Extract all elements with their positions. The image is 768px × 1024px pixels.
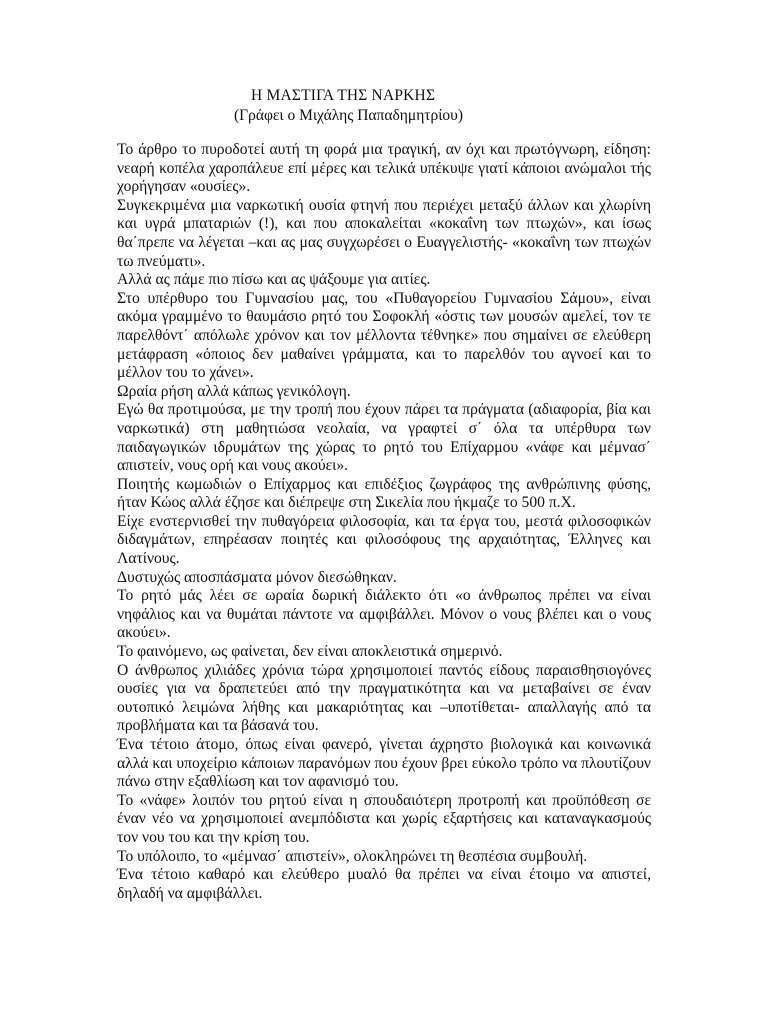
header (0, 87, 768, 125)
paragraph: Το «νάφε» λοιπόν του ρητού είναι η σπουδαιότερη προτροπή και προϋπόθεση σε έναν νέο να χρησιμοποιεί ανεμπόδιστα και χωρίς εξαρτήσεις και καταναγκασμούς τον νου του και την κρίση του. (117, 791, 651, 846)
paragraph: Αλλά ας πάμε πιο πίσω και ας ψάξουμε για αιτίες. (117, 271, 431, 289)
paragraph: Ποιητής κωμωδιών ο Επίχαρμος και επιδέξιος ζωγράφος της ανθρώπινης φύσης, ήταν Κώος αλλά έζησε και διέπρεψε στη Σικελία που ήκμαζε το 500 π.Χ. (117, 475, 651, 512)
paragraph: Ένα τέτοιο άτομο, όπως είναι φανερό, γίνεται άχρηστο βιολογικά και κοινωνικά αλλά και υποχείριο κάποιων παρανόμων που έχουν βρει εύκολο τρόπο να πλουτίζουν πάνω στην εξαθλίωση και τον αφανισμό του. (117, 736, 651, 791)
paragraph: Συγκεκριμένα μια ναρκωτική ουσία φτηνή που περιέχει μεταξύ άλλων και χλωρίνη και υγρά μπαταριών (!), και που αποκαλείται «κοκαΐνη των πτωχών», και ίσως θα΄πρεπε να λέγεται –και ας μας συγχωρέσει ο Ευαγγελιστής- «κοκαΐνη των πτωχών τω πνεύματι». (117, 196, 651, 270)
paragraph: Ο άνθρωπος χιλιάδες χρόνια τώρα χρησιμοποιεί παντός είδους παραισθησιογόνες ουσίες για να δραπετεύει από την πραγματικότητα και να μεταβαίνει σε έναν ουτοπικό λειμώνα λήθης και μακαριότητας και –υποτίθεται- απαλλαγής από τα προβλήματα και τα βάσανά του. (117, 661, 651, 735)
paragraph: Είχε ενστερνισθεί την πυθαγόρεια φιλοσοφία, και τα έργα του, μεστά φιλοσοφικών διδαγμάτων, επηρέασαν ποιητές και φιλοσόφους της αρχαιότητας, Έλληνες και Λατίνους. (117, 512, 651, 568)
paragraph: Στο υπέρθυρο του Γυμνασίου μας, του «Πυθαγορείου Γυμνασίου Σάμου», είναι ακόμα γραμμένο το θαυμάσιο ρητό του Σοφοκλή «όστις των μουσών αμελεί, τον τε παρελθόντ΄ απόλωλε χρόνον και τον μέλλοντα τέθνηκε» που σημαίνει σε ελεύθερη μετάφραση «όποιος δεν μαθαίνει γράμματα, και το παρελθόν του αγνοεί και το μέλλον του το χάνει». (117, 289, 651, 382)
paragraph: Εγώ θα προτιμούσα, με την τροπή που έχουν πάρει τα πράγματα (αδιαφορία, βία και ναρκωτικά) στη μαθητιώσα νεολαία, να γραφτεί σ΄ όλα τα υπέρθυρα των παιδαγωγικών ιδρυμάτων της χώρας το ρητό του Επίχαρμου «νάφε και μέμνασ΄ απιστείν, νους ορή και νους ακούει». (117, 401, 651, 475)
article-body (117, 141, 651, 903)
paragraph: Το άρθρο το πυροδοτεί αυτή τη φορά μια τραγική, αν όχι και πρωτόγνωρη, είδηση: νεαρή κοπέλα χαροπάλευε επί μέρες και τελικά υπέκυψε γιατί κάποιοι ανώμαλοι τής χορήγησαν «ουσίες». (117, 141, 651, 196)
article-title: Η ΜΑΣΤΙΓΑ ΤΗΣ ΝΑΡΚΗΣ (251, 87, 436, 104)
paragraph: Το φαινόμενο, ως φαίνεται, δεν είναι αποκλειστικά σημερινό. (117, 643, 503, 661)
paragraph: Ένα τέτοιο καθαρό και ελεύθερο μυαλό θα πρέπει να είναι έτοιμο να απιστεί, δηλαδή να αμφιβάλλει. (117, 866, 651, 902)
paragraph: Το ρητό μάς λέει σε ωραία δωρική διάλεκτο ότι «ο άνθρωπος πρέπει να είναι νηφάλιος και να θυμάται πάντοτε να αμφιβάλλει. Μόνον ο νους βλέπει και ο νους ακούει». (117, 587, 651, 642)
article-byline: (Γράφει ο Μιχάλης Παπαδημητρίου) (234, 107, 464, 124)
paragraph: Δυστυχώς αποσπάσματα μόνον διεσώθηκαν. (117, 568, 397, 586)
paragraph: Το υπόλοιπο, το «μέμνασ΄ απιστείν», ολοκληρώνει τη θεσπέσια συμβουλή. (117, 847, 588, 865)
paragraph: Ωραία ρήση αλλά κάπως γενικόλογη. (117, 382, 351, 400)
